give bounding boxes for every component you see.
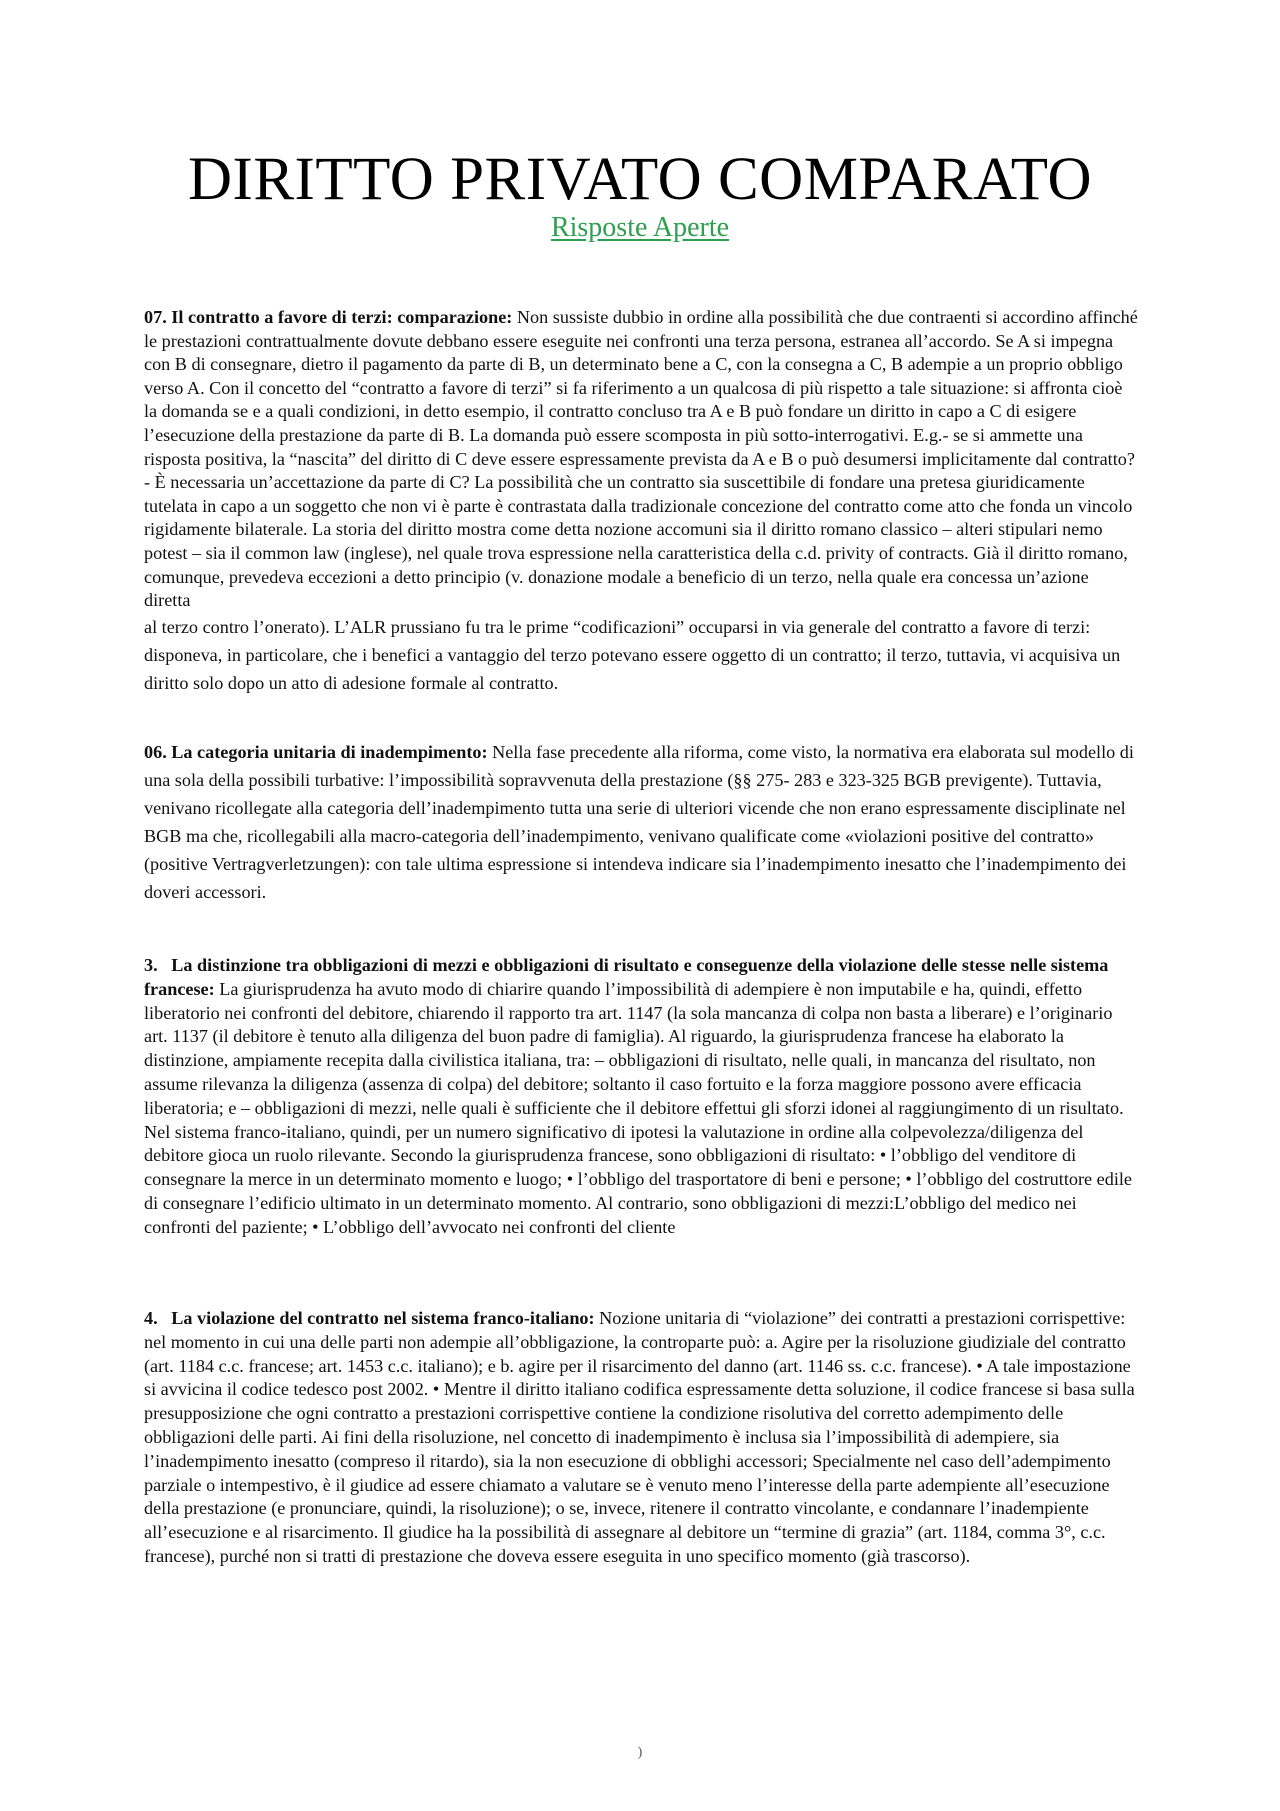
page-subtitle (0, 211, 1280, 245)
section-06-body: Nella fase precedente alla riforma, come visto, la normativa era elaborata sul modello di una sola della possibili turbative: l’impossibilità sopravvenuta della prestazione (§§ 275- 283 e 323-325 BGB previgente). Tuttavia, venivano ricollegate alla categoria dell’inadempimento tutta una serie di ulteriori vicende che non erano espressamente disciplinate nel BGB ma che, ricollegabili alla macro-categoria dell’inadempimento, venivano qualificate come «violazioni positive del contratto» (positive Vertragverletzungen): con tale ultima espressione si intendeva indicare sia l’inadempimento inesatto che l’inadempimento dei doveri accessori. (144, 742, 1134, 902)
page-footer-mark: ) (637, 1745, 643, 1760)
section-4 (144, 1307, 1138, 1569)
section-4-paragraph (144, 1307, 1138, 1569)
section-07-body-b: al terzo contro l’onerato). L’ALR prussiano fu tra le prime “codificazioni” occuparsi in via generale del contratto a favore di terzi: disponeva, in particolare, che i benefici a vantaggio del terzo potevano essere oggetto di un contratto; il terzo, tuttavia, vi acquisiva un diritto solo dopo un atto di adesione formale al contratto. (144, 616, 1121, 693)
section-07-heading: 07. Il contratto a favore di terzi: comparazione: (144, 307, 513, 327)
section-06-heading: 06. La categoria unitaria di inadempimento: (144, 742, 488, 762)
section-4-body: Nozione unitaria di “violazione” dei contratti a prestazioni corrispettive: nel momento in cui una delle parti non adempie all’obbligazione, la controparte può: a. Agire per la risoluzione giudiziale del contratto (art. 1184 c.c. francese; art. 1453 c.c. italiano); e b. agire per il risarcimento del danno (art. 1146 ss. c.c. francese). • A tale impostazione si avvicina il codice tedesco post 2002. • Mentre il diritto italiano codifica espressamente detta soluzione, il codice francese si basa sulla presupposizione che ogni contratto a prestazioni corrispettive contiene la condizione risolutiva del corretto adempimento delle obbligazioni delle parti. Ai fini della risoluzione, nel concetto di inadempimento è inclusa sia l’impossibilità di adempiere, sia l’inadempimento inesatto (compreso il ritardo), sia la non esecuzione di obblighi accessori; Specialmente nel caso dell’adempimento parziale o intempestivo, è il giudice ad essere chiamato a valutare se è venuto meno l’interesse della parte adempiente all’esecuzione della prestazione (e pronunciare, quindi, la risoluzione); o se, invece, ritenere il contratto vincolante, e condannare l’inadempiente all’esecuzione e al risarcimento. Il giudice ha la possibilità di assegnare al debitore un “termine di grazia” (art. 1184, comma 3°, c.c. francese), purché non si tratti di prestazione che doveva essere eseguita in uno specifico momento (già trascorso). (144, 1308, 1135, 1566)
section-3-heading: La distinzione tra obbligazioni di mezzi e obbligazioni di risultato e conseguenze della violazione delle stesse nelle sistema francese: (144, 955, 1109, 999)
section-07 (144, 306, 1138, 697)
section-3-paragraph (144, 954, 1138, 1240)
section-4-number: 4. (144, 1308, 158, 1328)
section-3-body: La giurisprudenza ha avuto modo di chiarire quando l’impossibilità di adempiere è non imputabile e ha, quindi, effetto liberatorio nei confronti del debitore, chiarendo il rapporto tra art. 1147 (la sola mancanza di colpa non basta a liberare) e l’originario art. 1137 (il debitore è tenuto alla diligenza del buon padre di famiglia). Al riguardo, la giurisprudenza francese ha elaborato la distinzione, ampiamente recepita dalla civilistica italiana, tra: – obbligazioni di risultato, nelle quali, in mancanza del risultato, non assume rilevanza la diligenza (assenza di colpa) del debitore; soltanto il caso fortuito e la forza maggiore possono avere efficacia liberatoria; e – obbligazioni di mezzi, nelle quali è sufficiente che il debitore effettui gli sforzi idonei al raggiungimento di un risultato. Nel sistema franco-italiano, quindi, per un numero significativo di ipotesi la valutazione in ordine alla colpevolezza/diligenza del debitore gioca un ruolo rilevante. Secondo la giurisprudenza francese, sono obbligazioni di risultato: • l’obbligo del venditore di consegnare la merce in un determinato momento e luogo; • l’obbligo del trasportatore di beni e persone; • l’obbligo del costruttore edile di consegnare l’edificio ultimato in un determinato momento. Al contrario, sono obbligazioni di mezzi:L’obbligo del medico nei confronti del paziente; • L’obbligo dell’avvocato nei confronti del cliente (144, 978, 1132, 1237)
section-3-number: 3. (144, 955, 158, 975)
section-07-paragraph-cont (144, 613, 1138, 697)
page-title: DIRITTO PRIVATO COMPARATO (188, 146, 1092, 213)
section-07-paragraph (144, 306, 1138, 613)
section-07-body-a: Non sussiste dubbio in ordine alla possibilità che due contraenti si accordino affinché le prestazioni contrattualmente dovute debbano essere eseguite nei confronti una terza persona, estranea all’accordo. Se A si impegna con B di consegnare, dietro il pagamento da parte di B, un determinato bene a C, con la consegna a C, B adempie a un proprio obbligo verso A. Con il concetto del “contratto a favore di terzi” si fa riferimento a un qualcosa di più rispetto a tale situazione: si affronta cioè la domanda se e a quali condizioni, in detto esempio, il contratto concluso tra A e B può fondare un diritto in capo a C di esigere l’esecuzione della prestazione da parte di B. La domanda può essere scomposta in più sotto-interrogativi. E.g.- se si ammette una risposta positiva, la “nascita” del diritto di C deve essere espressamente prevista da A e B o può desumersi implicitamente dal contratto? - È necessaria un’accettazione da parte di C? La possibilità che un contratto sia suscettibile di fondare una pretesa giuridicamente tutelata in capo a un soggetto che non vi è parte è contrastata dalla tradizionale concezione del contratto come atto che fonda un vincolo rigidamente bilaterale. La storia del diritto mostra come detta nozione accomuni sia il diritto romano classico – alteri stipulari nemo potest – sia il common law (inglese), nel quale trova espressione nella caratteristica della c.d. privity of contracts. Già il diritto romano, comunque, prevedeva eccezioni a detto principio (v. donazione modale a beneficio di un terzo, nella quale era concessa un’azione diretta (144, 307, 1138, 611)
section-3 (144, 954, 1138, 1240)
section-06-paragraph (144, 738, 1138, 906)
section-06 (144, 738, 1138, 906)
subtitle-text: Risposte Aperte (550, 212, 730, 243)
section-4-heading: La violazione del contratto nel sistema franco-italiano: (171, 1308, 595, 1328)
